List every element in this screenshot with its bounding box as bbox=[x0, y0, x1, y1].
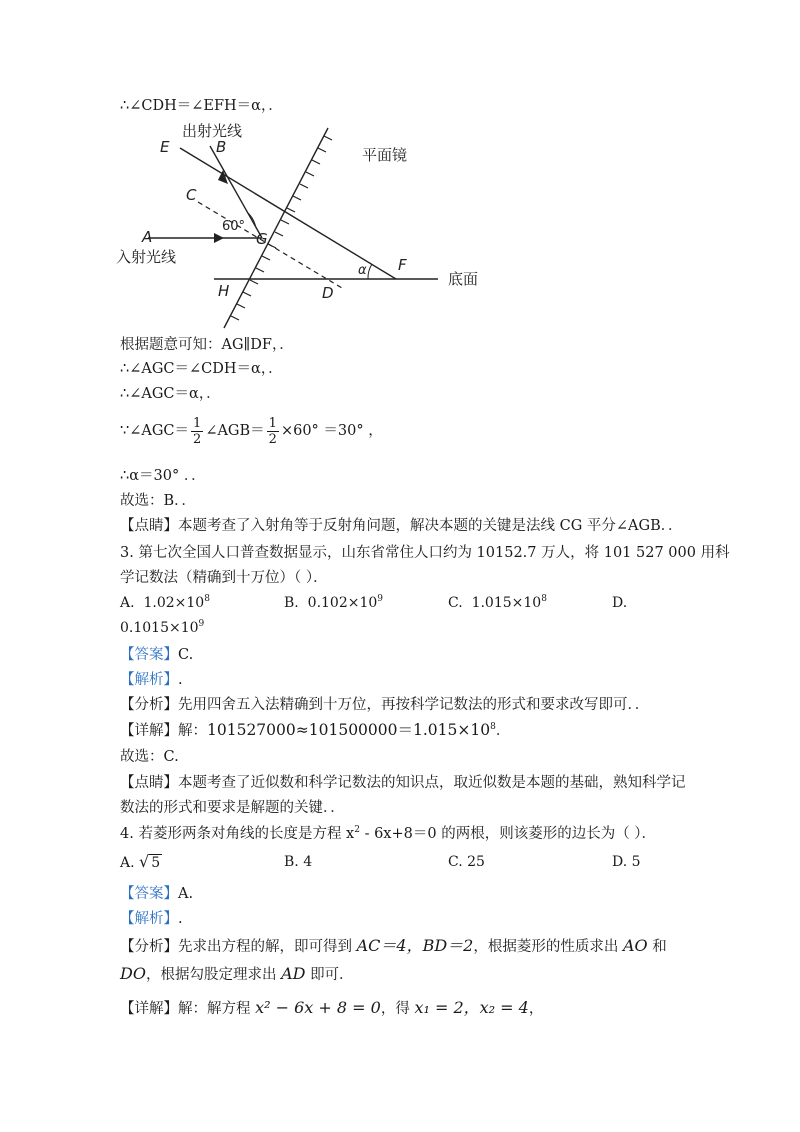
label-A: A bbox=[142, 228, 153, 246]
line-agc-alpha: ∴∠AGC＝α，． bbox=[120, 386, 221, 402]
q3-stem-line1: 3. 第七次全国人口普查数据显示，山东省常住人口约为 10152.7 万人，将 101 527 000 用科 bbox=[120, 545, 730, 561]
q3-comment-1: 【点睛】本题考查了近似数和科学记数法的知识点，取近似数是本题的基础，熟知科学记 bbox=[120, 775, 686, 791]
line-agc-half-b: ∠AGB＝ bbox=[205, 423, 265, 439]
line-agc-half-c: ×60° ＝30° ， bbox=[280, 423, 383, 439]
q4-answer: 【答案】A. bbox=[120, 886, 194, 902]
q4-option-c: C. 25 bbox=[448, 854, 485, 870]
reflection-figure bbox=[110, 118, 530, 333]
q4-fenxi-1: 【分析】先求出方程的解，即可得到 AC＝4，BD＝2，根据菱形的性质求出 AO 和 bbox=[120, 936, 667, 955]
q3-option-d-value: $0.1015\times 10^9$ bbox=[120, 619, 205, 636]
q3-answer: 【答案】C. bbox=[120, 647, 194, 663]
line-agc-cdh: ∴∠AGC＝∠CDH＝α，． bbox=[120, 361, 283, 377]
label-alpha: α bbox=[358, 263, 367, 278]
label-E: E bbox=[160, 138, 170, 156]
label-H: H bbox=[218, 282, 230, 300]
q3-choose: 故选：C. bbox=[120, 749, 179, 765]
label-G: G bbox=[256, 230, 268, 248]
line-ag-parallel-df: 根据题意可知：AG∥DF，． bbox=[120, 337, 294, 353]
q3-option-c: C. $1.015\times 10^8$ bbox=[448, 594, 547, 611]
q4-option-b: B. 4 bbox=[284, 854, 313, 870]
q4-stem: 4. 若菱形两条对角线的长度是方程 $x^2 - 6x+8=0$ 的两根，则该菱形的边长为（ ）． bbox=[120, 825, 657, 842]
label-B: B bbox=[216, 138, 227, 156]
line-agc-half-a: ∵∠AGC＝ bbox=[120, 423, 190, 439]
q3-analysis: 【解析】. bbox=[120, 672, 183, 688]
label-angle-60: 60° bbox=[222, 219, 246, 234]
q3-option-b: B. $0.102\times 10^9$ bbox=[284, 594, 384, 611]
q3-option-a: A. $1.02\times 10^8$ bbox=[120, 594, 210, 611]
line-agc-half bbox=[120, 412, 383, 450]
q3-option-d-label: D. bbox=[612, 595, 628, 611]
fraction-half-2: $\frac{1}{2}$ bbox=[268, 415, 277, 447]
q3-detail: 【详解】解：$101527000\approx 101500000=1.015\times 10^8$． bbox=[120, 721, 511, 739]
q4-option-d: D. 5 bbox=[612, 854, 641, 870]
q2-comment: 【点睛】本题考查了入射角等于反射角问题，解决本题的关键是法线 CG 平分∠AGB．． bbox=[120, 518, 683, 534]
q4-analysis: 【解析】. bbox=[120, 911, 183, 927]
label-C: C bbox=[186, 186, 197, 204]
label-mirror: 平面镜 bbox=[362, 146, 408, 164]
q4-detail: 【详解】解：解方程 x² − 6x + 8 = 0，得 x₁ = 2，x₂ = 4， bbox=[120, 998, 544, 1017]
label-F: F bbox=[398, 256, 407, 274]
line-alpha-30: ∴α＝30° ．． bbox=[120, 468, 206, 484]
label-D: D bbox=[322, 284, 334, 302]
q3-stem-line2: 学记数法（精确到十万位）（ ）． bbox=[120, 570, 328, 586]
q3-fenxi: 【分析】先用四舍五入法精确到十万位，再按科学记数法的形式和要求改写即可．． bbox=[120, 697, 650, 713]
line-choose-b: 故选：B．． bbox=[120, 493, 196, 509]
q3-comment-2: 数法的形式和要求是解题的关键．． bbox=[120, 800, 345, 816]
label-floor: 底面 bbox=[448, 270, 479, 288]
label-in-ray: 入射光线 bbox=[116, 248, 177, 266]
label-out-ray: 出射光线 bbox=[182, 122, 243, 140]
line-cdh-efh: ∴∠CDH＝∠EFH＝α，． bbox=[120, 98, 283, 114]
q4-fenxi-2: DO，根据勾股定理求出 AD 即可． bbox=[120, 964, 354, 983]
fraction-half: $\frac{1}{2}$ bbox=[193, 415, 202, 447]
q4-option-a: A. √ 5 bbox=[120, 852, 161, 871]
